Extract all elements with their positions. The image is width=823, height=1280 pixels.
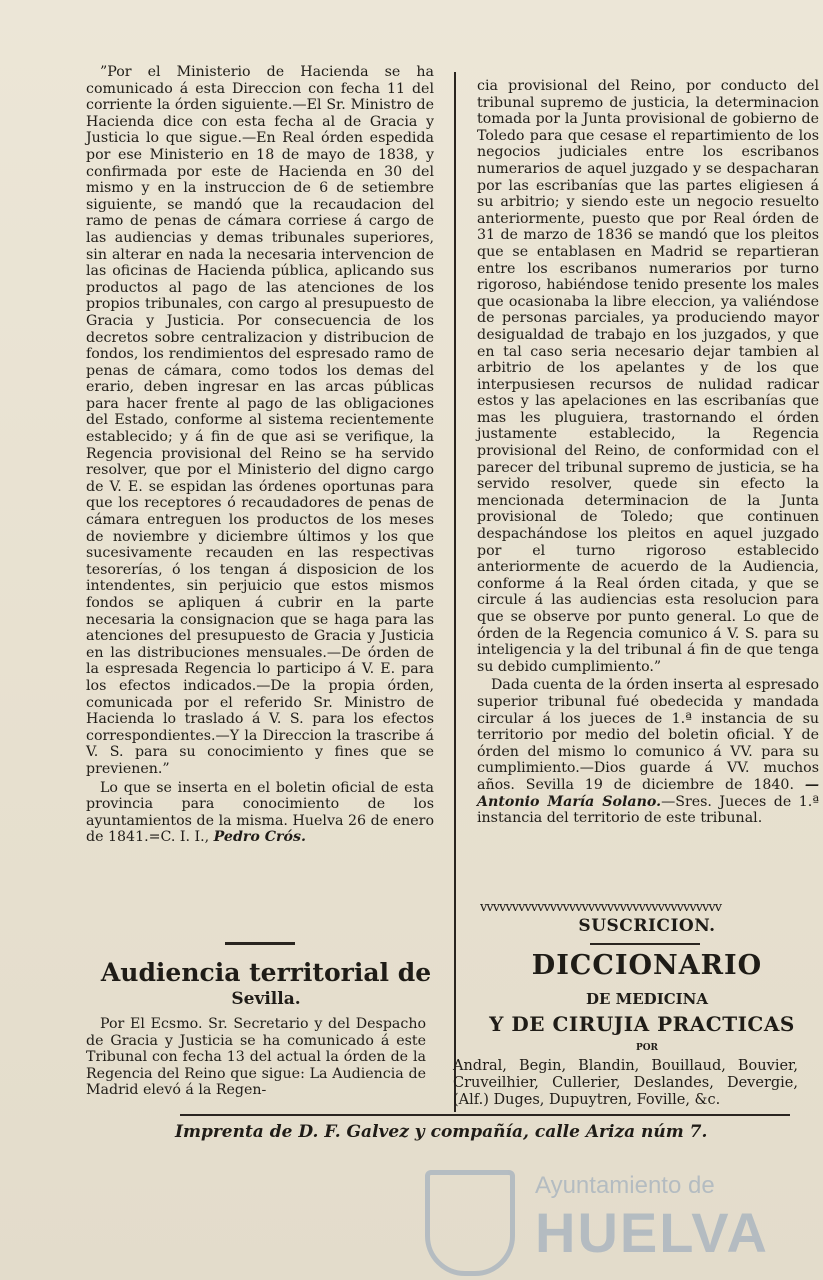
ornamental-border: vvvvvvvvvvvvvvvvvvvvvvvvvvvvvvvvvvvvvv <box>480 900 722 915</box>
right-column <box>477 78 819 829</box>
audiencia-heading <box>96 958 436 1010</box>
audiencia-heading-line2: Sevilla. <box>231 989 301 1009</box>
diccionario-subtitle-1: DE MEDICINA <box>585 990 709 1008</box>
signature-antonio-solano: —Antonio María Solano. <box>477 776 819 810</box>
dada-cuenta-tail: —Sres. Jueces de 1.ª instancia del territorio de este tribunal. <box>477 793 819 827</box>
footer-rule-top <box>180 1114 790 1116</box>
left-column <box>86 64 434 848</box>
audiencia-text-start <box>86 1016 426 1099</box>
signature-pedro-cros: Pedro Crós. <box>213 829 306 846</box>
huelva-insertion-main: Lo que se inserta en el boletin oficial de esta provincia para conocimiento de los ayuntamientos de la misma. Huelva 26 de enero de 1841.=C. I. I., <box>86 779 434 846</box>
column-divider <box>454 72 456 1112</box>
audiencia-text-continued: cia provisional del Reino, por conducto del tribunal supremo de justicia, la determinacion tomada por la Junta provisional de gobierno de Toledo para que cesase el repartimiento de los negocios judiciales entre los escribanos numerarios de aquel juzgado y se despacharan por las escribanías que las partes eligiesen á su arbitrio; y siendo este un negocio resuelto anteriormente, puesto que por Real órden de 31 de marzo de 1836 se mandó que los pleitos que se entablasen en Madrid se repartieran entre los escribanos numerarios por turno rigoroso, habiéndose tenido presente los males que ocasionaba la libre eleccion, ya valiéndose de personas parciales, ya produciendo mayor desigualdad de trabajo en los juzgados, y que en tal caso seria necesario dejar tambien al arbitrio de los apelantes y de los que interpusiesen recursos de nulidad radicar estos y las apelaciones en las escribanías que mas les pluguiera, trastornando el órden justamente establecido, la Regencia provisional del Reino, de conformidad con el parecer del tribunal supremo de justicia, se ha servido resolver, quede sin efecto la mencionada determinacion de la Junta provisional de Toledo; que continuen despachándose los pleitos en aquel juzgado por el turno rigoroso establecido anteriormente de acuerdo de la Audiencia, conforme á la Real órden citada, y que se circule á las audiencias esta resolucion para que se observe por punto general. Lo que de órden de la Regencia comunico á V. S. para su inteligencia y la del tribunal á fin de que tenga su debido cumplimiento.” <box>477 78 819 675</box>
authors-list: Andral, Begin, Blandin, Bouillaud, Bouvier, Cruveilhier, Cullerier, Deslandes, Devergie, (Alf.) Duges, Dupuytren, Foville, &c. <box>453 1058 798 1108</box>
printer-imprint: Imprenta de D. F. Galvez y compañía, calle Ariza núm 7. <box>175 1122 708 1142</box>
audiencia-paragraph: Por El Ecsmo. Sr. Secretario y del Despacho de Gracia y Justicia se ha comunicado á este Tribunal con fecha 13 del actual la órden de la Regencia del Reino que sigue: La Audiencia de Madrid elevó á la Regen- <box>86 1016 426 1099</box>
suscricion-heading: SUSCRICION. <box>578 916 716 936</box>
hacienda-order-text: ”Por el Ministerio de Hacienda se ha comunicado á esta Direccion con fecha 11 del corriente la órden siguiente.—El Sr. Ministro de Hacienda dice con esta fecha al de Gracia y Justicia lo que sigue.—En Real órden espedida por ese Ministerio en 18 de mayo de 1838, y confirmada por este de Hacienda en 30 del mismo y en la instruccion de 6 de setiembre siguiente, se mandó que la recaudacion del ramo de penas de cámara corriese á cargo de las audiencias y demas tribunales superiores, sin alterar en nada la necesaria intervencion de las oficinas de Hacienda pública, aplicando sus productos al pago de las atenciones de los propios tribunales, con cargo al presupuesto de Gracia y Justicia. Por consecuencia de los decretos sobre centralizacion y distribucion de fondos, los rendimientos del espresado ramo de penas de cámara, como todos los demas del erario, deben ingresar en las arcas públicas para hacer frente al pago de las obligaciones del Estado, conforme al sistema recientemente establecido; y á fin de que asi se verifique, la Regencia provisional del Reino se ha servido resolver, que por el Ministerio del digno cargo de V. E. se espidan las órdenes oportunas para que los receptores ó recaudadores de penas de cámara entreguen los productos de los meses de noviembre y diciembre últimos y los que sucesivamente recauden en las respectivas tesorerías, ó los tengan á disposicion de los intendentes, sin perjuicio que estos mismos fondos se apliquen á cubrir en la parte necesaria la consignacion que se haga para las atenciones del presupuesto de Gracia y Justicia en las distribuciones mensuales.—De órden de la espresada Regencia lo participo á V. E. para los efectos indicados.—De la propia órden, comunicada por el referido Sr. Ministro de Hacienda lo traslado á V. S. para los efectos correspondientes.—Y la Direccion la trascribe á V. S. para su conocimiento y fines que se previenen.” <box>86 64 434 777</box>
por-label: POR <box>635 1043 659 1053</box>
advert-divider <box>590 943 700 945</box>
section-divider <box>225 942 295 945</box>
archive-watermark <box>425 1160 769 1270</box>
shield-icon <box>425 1170 515 1276</box>
watermark-line2: HUELVA <box>535 1201 769 1264</box>
huelva-insertion-text <box>86 780 434 846</box>
audiencia-heading-line1: Audiencia territorial de <box>100 958 432 987</box>
dada-cuenta-main: Dada cuenta de la órden inserta al espresado superior tribunal fué obedecida y mandada circular á los jueces de 1.ª instancia de su territorio por medio del boletin oficial. Y de órden del mismo lo comunico á VV. para su cumplimiento.—Dios guarde á VV. muchos años. Sevilla 19 de diciembre de 1840. <box>477 677 819 793</box>
watermark-line1: Ayuntamiento de <box>535 1172 715 1199</box>
diccionario-subtitle-2: Y DE CIRUJIA PRACTICAS <box>489 1012 795 1036</box>
diccionario-title: DICCIONARIO <box>531 950 763 981</box>
dada-cuenta-text <box>477 677 819 826</box>
